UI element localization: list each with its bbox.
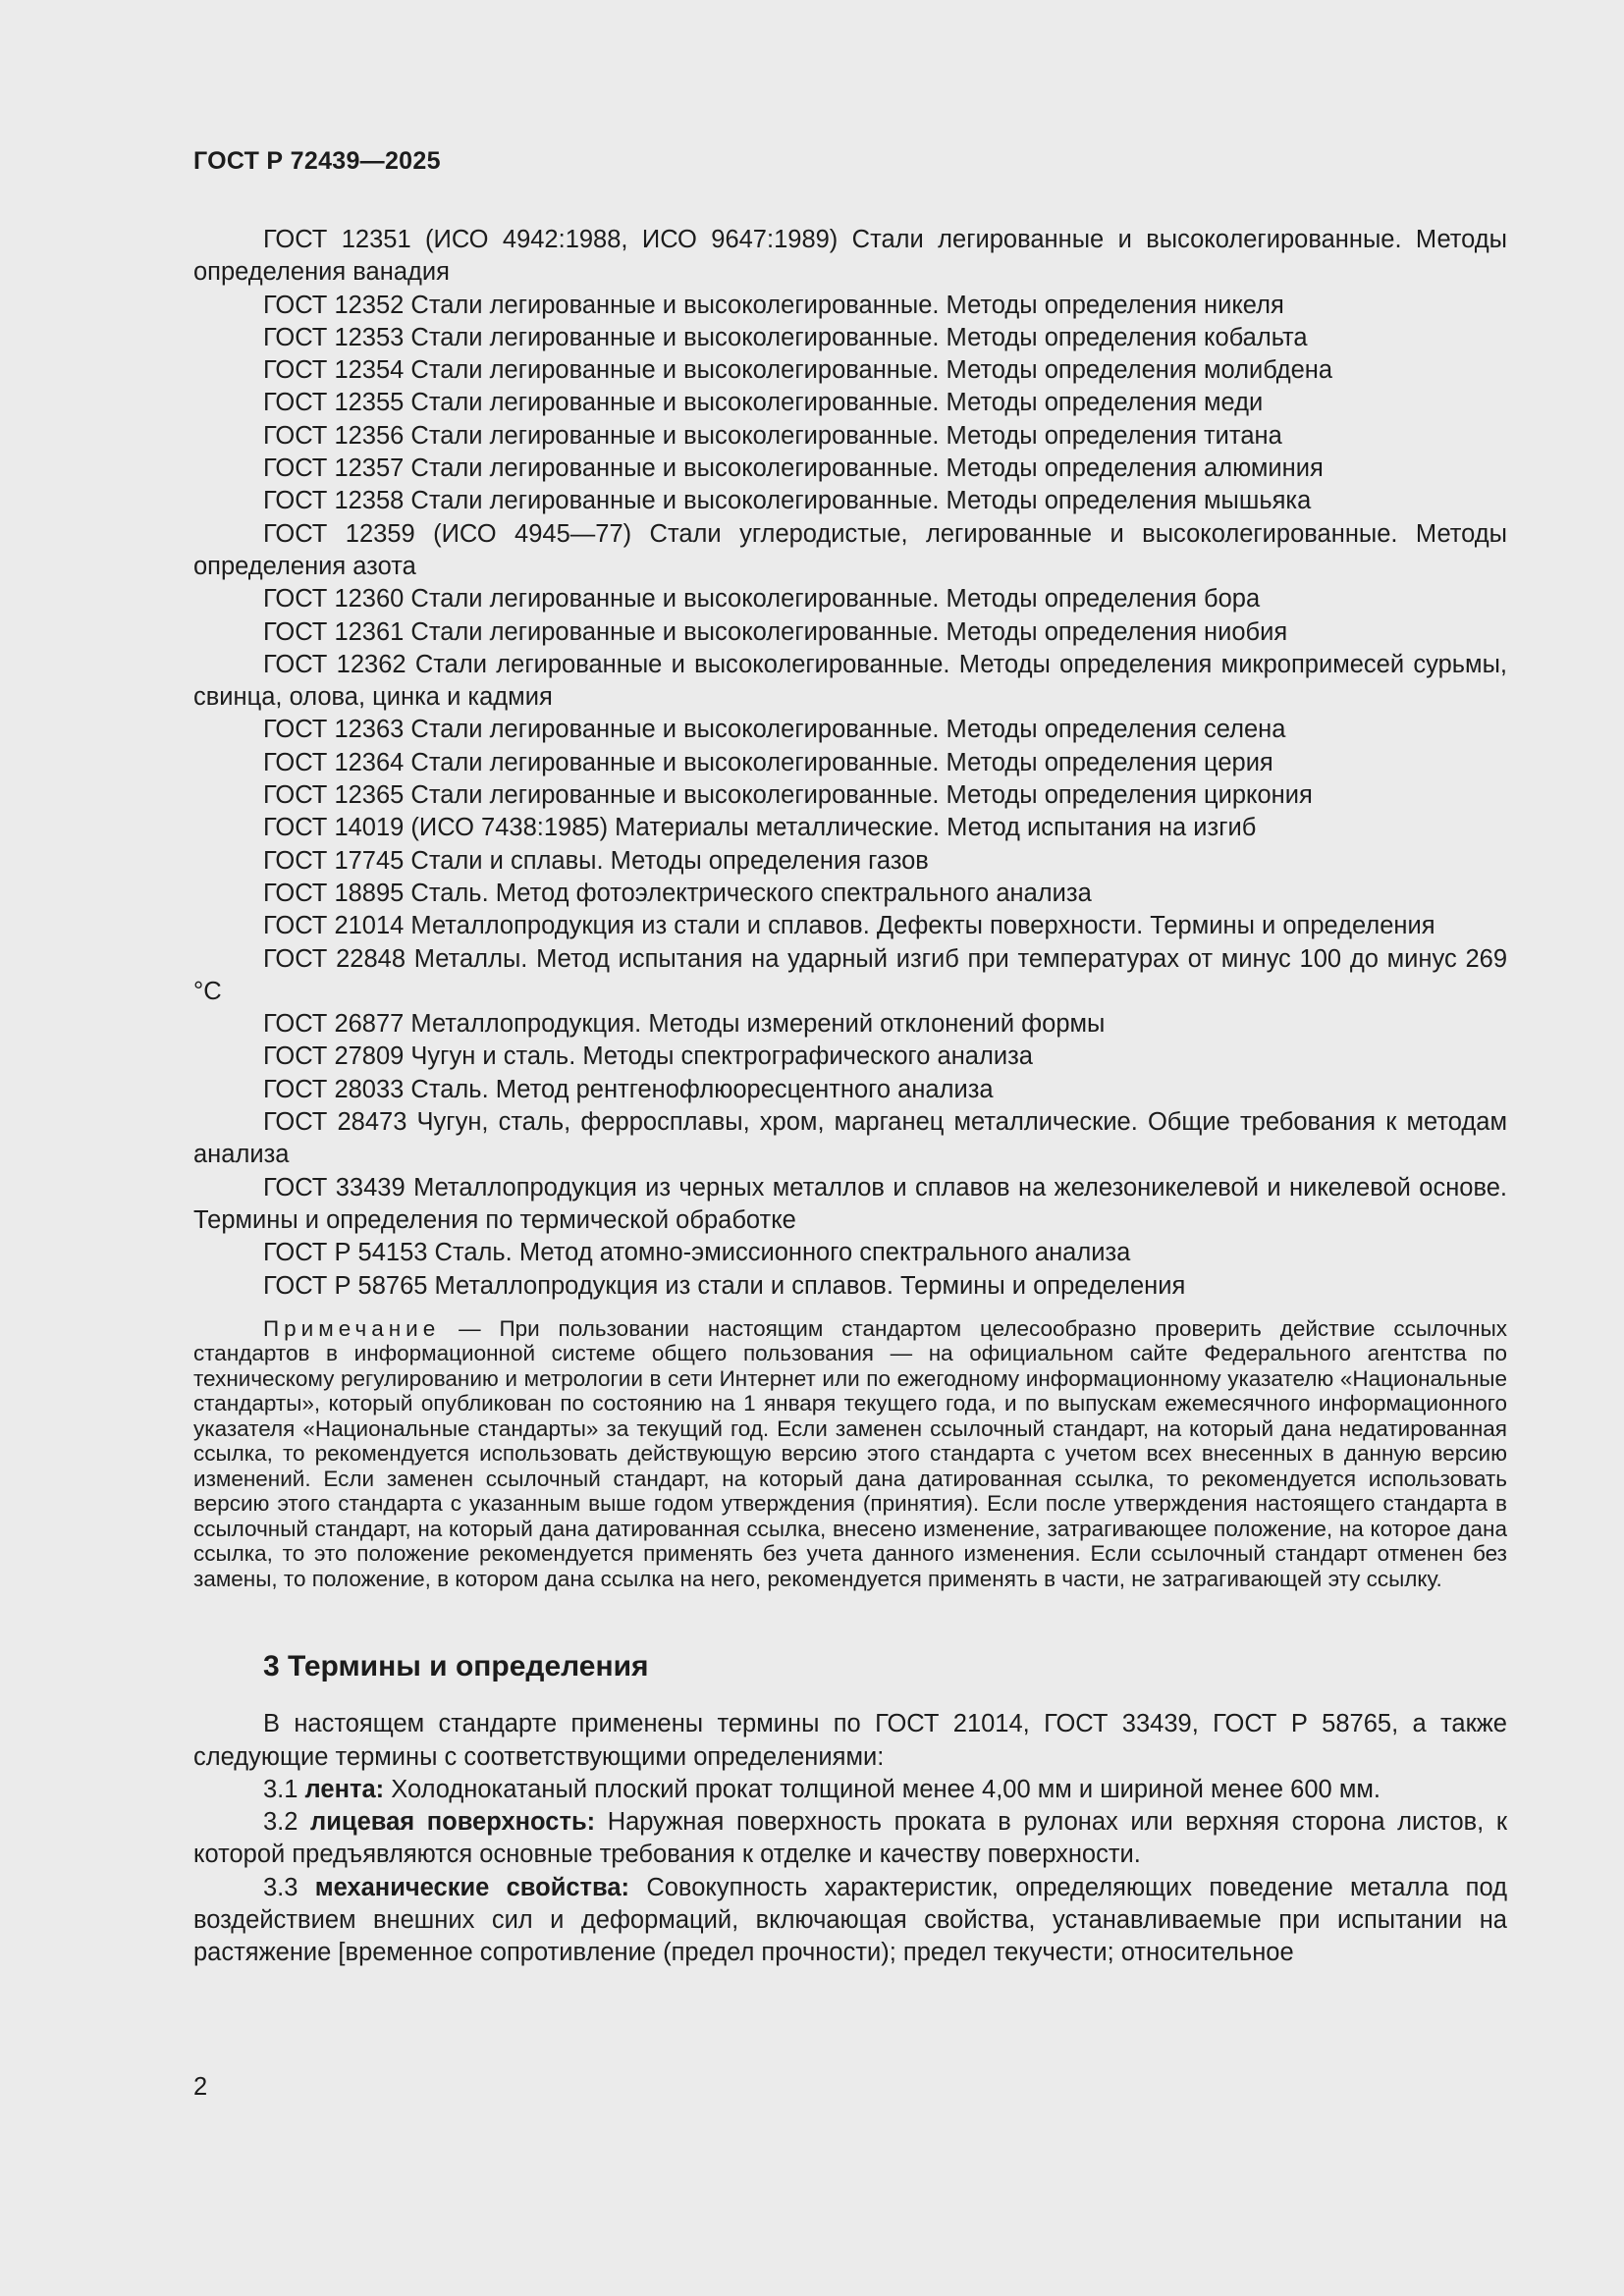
term-definition: [193, 1806, 1507, 1872]
reference-item: ГОСТ 12354 Стали легированные и высоколегированные. Методы определения молибдена: [263, 356, 1333, 385]
term-text: Совокупность характеристик, определяющих поведение металла под воздействием внешних сил и деформаций, включающая свойства, устанавливаемые при испытании на растяжение [временное сопротивление (предел прочности); предел текучести; относительное: [193, 1873, 1507, 1967]
reference-item: ГОСТ 12356 Стали легированные и высоколегированные. Методы определения титана: [263, 421, 1282, 450]
term-name: механические свойства:: [314, 1873, 630, 1901]
section-title: 3 Термины и определения: [263, 1650, 649, 1683]
term-name: лента:: [304, 1775, 385, 1803]
reference-item: ГОСТ 26877 Металлопродукция. Методы измерений отклонений формы: [263, 1010, 1106, 1039]
term-text: Наружная поверхность проката в рулонах или верхняя сторона листов, к которой предъявляются основные требования к отделке и качеству поверхности.: [193, 1808, 1507, 1869]
page-content: [193, 224, 1507, 1970]
page-number: 2: [193, 2073, 208, 2101]
reference-item: ГОСТ 12360 Стали легированные и высоколегированные. Методы определения бора: [263, 585, 1261, 614]
reference-item: ГОСТ 21014 Металлопродукция из стали и сплавов. Дефекты поверхности. Термины и определения: [263, 912, 1435, 940]
document-code-header: ГОСТ Р 72439—2025: [193, 147, 441, 175]
reference-item: ГОСТ 33439 Металлопродукция из черных металлов и сплавов на железоникелевой и никелевой основе. Термины и определения по термической обработке: [193, 1173, 1507, 1234]
reference-item: ГОСТ 12353 Стали легированные и высоколегированные. Методы определения кобальта: [263, 323, 1308, 351]
section-intro: В настоящем стандарте применены термины по ГОСТ 21014, ГОСТ 33439, ГОСТ Р 58765, а также следующие термины с соответствующими определениями:: [193, 1710, 1507, 1771]
reference-item: ГОСТ 12355 Стали легированные и высоколегированные. Методы определения меди: [263, 389, 1264, 417]
reference-item: ГОСТ 12361 Стали легированные и высоколегированные. Методы определения ниобия: [263, 617, 1288, 646]
term-number: 3.3: [263, 1873, 315, 1901]
reference-item: ГОСТ 12363 Стали легированные и высоколегированные. Методы определения селена: [263, 716, 1286, 744]
reference-item: ГОСТ 17745 Стали и сплавы. Методы определения газов: [263, 846, 929, 875]
note-dash: —: [440, 1315, 500, 1341]
reference-item: ГОСТ 12364 Стали легированные и высоколегированные. Методы определения церия: [263, 748, 1273, 776]
reference-item: ГОСТ 28473 Чугун, сталь, ферросплавы, хром, марганец металлические. Общие требования к методам анализа: [193, 1108, 1507, 1169]
note-block: [193, 1316, 1507, 1592]
reference-item: ГОСТ 12357 Стали легированные и высоколегированные. Методы определения алюминия: [263, 454, 1324, 483]
note-text: При пользовании настоящим стандартом целесообразно проверить действие ссылочных стандартов в информационной системе общего пользования — на официальном сайте Федерального агентства по техническому регулированию и метрологии в сети Интернет или по ежегодному информационному указателю «Национальные стандарты», который опубликован по состоянию на 1 января текущего года, и по выпускам ежемесячного информационного указателя «Национальные стандарты» за текущий год. Если заменен ссылочный стандарт, на который дана недатированная ссылка, то рекомендуется использовать действующую версию этого стандарта с учетом всех внесенных в данную версию изменений. Если заменен ссылочный стандарт, на который дана датированная ссылка, то рекомендуется использовать версию этого стандарта с указанным выше годом утверждения (принятия). Если после утверждения настоящего стандарта в ссылочный стандарт, на который дана датированная ссылка, внесено изменение, затрагивающее положение, на которое дана ссылка, то это положение рекомендуется применять без учета данного изменения. Если ссылочный стандарт отменен без замены, то положение, в котором дана ссылка на него, рекомендуется применять в части, не затрагивающей эту ссылку.: [193, 1315, 1507, 1591]
reference-item: ГОСТ 12365 Стали легированные и высоколегированные. Методы определения циркония: [263, 781, 1313, 810]
reference-item: ГОСТ 27809 Чугун и сталь. Методы спектрографического анализа: [263, 1042, 1033, 1071]
term-name: лицевая поверхность:: [310, 1808, 596, 1837]
term-number: 3.1: [263, 1775, 305, 1803]
reference-item: ГОСТ Р 54153 Сталь. Метод атомно-эмиссионного спектрального анализа: [263, 1239, 1131, 1267]
term-definition: [193, 1774, 1507, 1806]
reference-item: ГОСТ 14019 (ИСО 7438:1985) Материалы металлические. Метод испытания на изгиб: [263, 814, 1257, 842]
normative-references-list: [193, 224, 1507, 1303]
reference-item: ГОСТ 12351 (ИСО 4942:1988, ИСО 9647:1989) Стали легированные и высоколегированные. Методы определения ванадия: [193, 226, 1507, 287]
term-definition: [193, 1872, 1507, 1970]
reference-item: ГОСТ 12362 Стали легированные и высоколегированные. Методы определения микропримесей сурьмы, свинца, олова, цинка и кадмия: [193, 650, 1507, 712]
term-text: Холоднокатаный плоский прокат толщиной менее 4,00 мм и шириной менее 600 мм.: [384, 1775, 1380, 1803]
reference-item: ГОСТ 22848 Металлы. Метод испытания на ударный изгиб при температурах от минус 100 до минус 269 °С: [193, 944, 1507, 1005]
reference-item: ГОСТ 28033 Сталь. Метод рентгенофлюоресцентного анализа: [263, 1075, 994, 1103]
reference-item: ГОСТ 12359 (ИСО 4945—77) Стали углеродистые, легированные и высоколегированные. Методы определения азота: [193, 519, 1507, 580]
reference-item: ГОСТ 12358 Стали легированные и высоколегированные. Методы определения мышьяка: [263, 487, 1312, 515]
reference-item: ГОСТ Р 58765 Металлопродукция из стали и сплавов. Термины и определения: [263, 1271, 1186, 1300]
term-number: 3.2: [263, 1808, 311, 1837]
reference-item: ГОСТ 18895 Сталь. Метод фотоэлектрического спектрального анализа: [263, 879, 1092, 907]
reference-item: ГОСТ 12352 Стали легированные и высоколегированные. Методы определения никеля: [263, 291, 1284, 319]
note-label: Примечание: [263, 1315, 441, 1341]
